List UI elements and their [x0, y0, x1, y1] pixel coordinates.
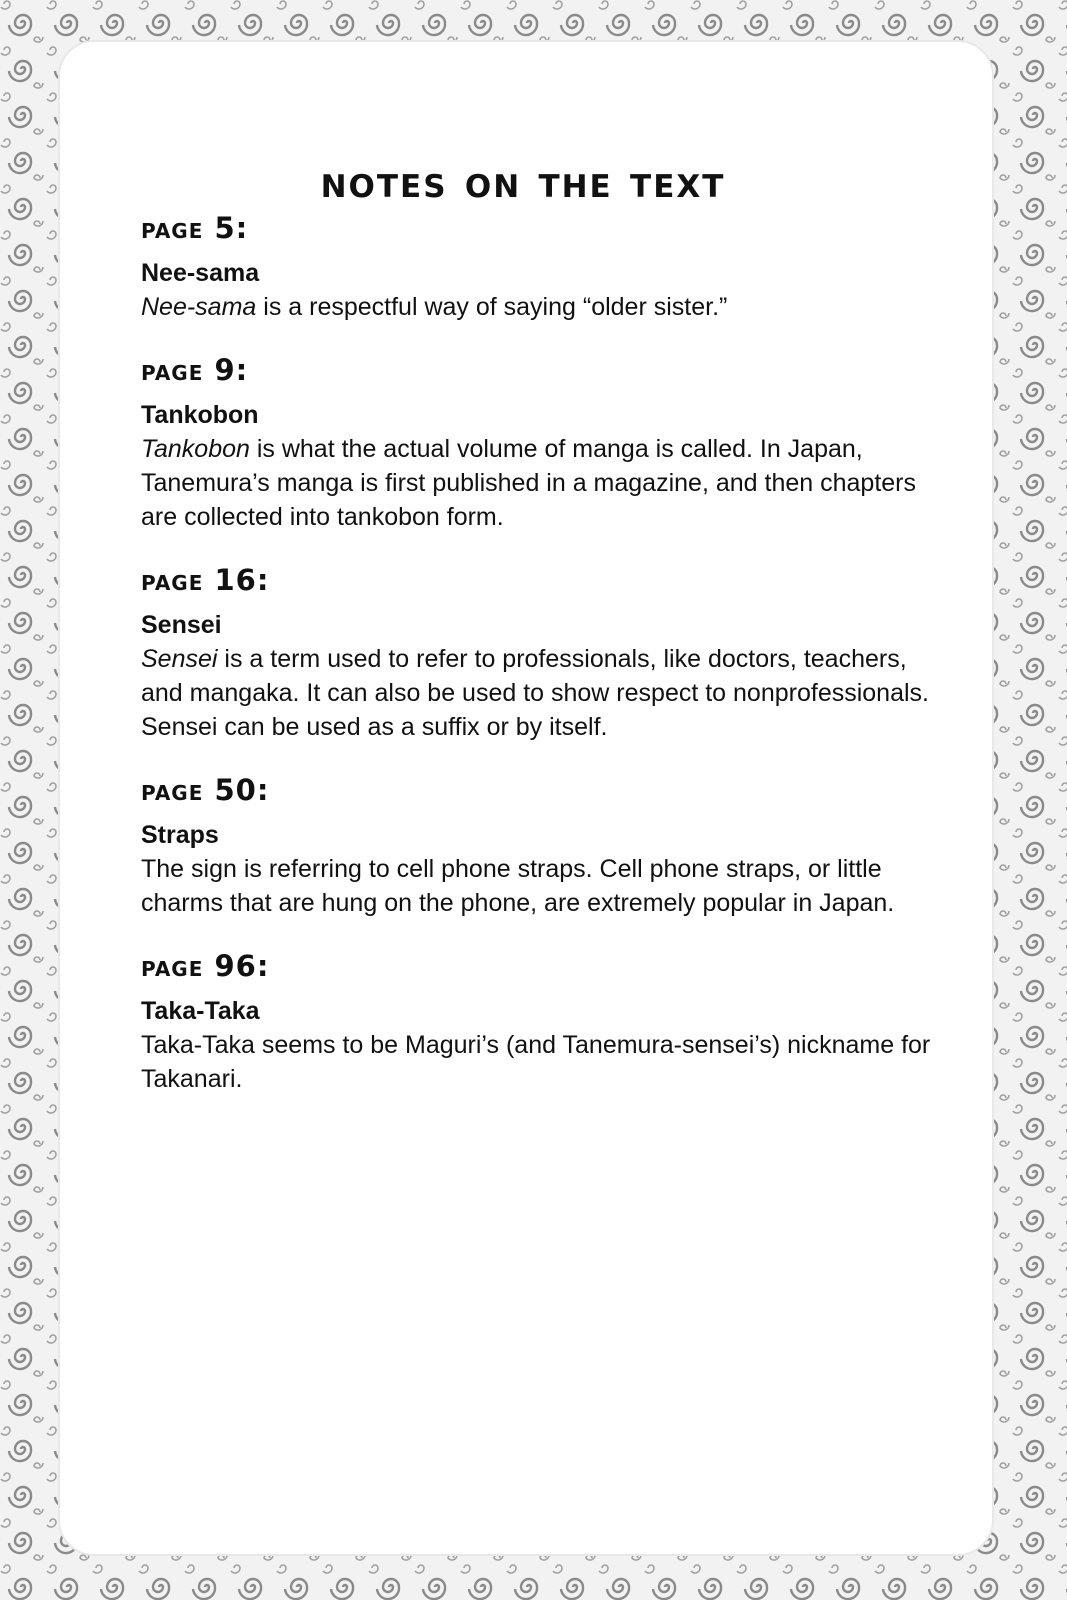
- note-description-text: Taka-Taka seems to be Maguri’s (and Tanemura-sensei’s) nickname for Takanari.: [141, 1031, 931, 1093]
- note-description-text: is a term used to refer to professionals, like doctors, teachers, and mangaka. It can also be used to show respect to nonprofessionals. Sensei can be used as a suffix or by itself.: [141, 645, 929, 741]
- note-term: Tankobon: [141, 401, 259, 429]
- note-description: [141, 852, 941, 920]
- note-term: Sensei: [141, 611, 222, 639]
- note-term: Straps: [141, 821, 219, 849]
- note-description-text: is what the actual volume of manga is called. In Japan, Tanemura’s manga is first published in a magazine, and then chapters are collected into tankobon form.: [141, 435, 916, 531]
- note-item: [141, 350, 941, 534]
- note-term: Taka-Taka: [141, 997, 260, 1025]
- note-item: [141, 208, 941, 324]
- note-page-heading: page 5:: [141, 211, 249, 245]
- note-description: [141, 1028, 941, 1096]
- note-description-text: is a respectful way of saying “older sister.”: [256, 293, 728, 321]
- note-description-italic: Nee-sama: [141, 293, 257, 321]
- note-page-heading: page 16:: [141, 563, 270, 597]
- note-item: [141, 560, 941, 744]
- note-description: [141, 290, 941, 324]
- note-item: [141, 770, 941, 920]
- note-description: [141, 432, 941, 534]
- note-page-heading: page 96:: [141, 949, 270, 983]
- note-description-text: The sign is referring to cell phone straps. Cell phone straps, or little charms that are hung on the phone, are extremely popular in Japan.: [141, 855, 895, 917]
- note-item: [141, 946, 941, 1096]
- note-term: Nee-sama: [141, 259, 260, 287]
- note-description: [141, 642, 941, 744]
- notes-list: [141, 208, 941, 1122]
- note-description-italic: Sensei: [141, 645, 218, 673]
- note-page-heading: page 50:: [141, 773, 270, 807]
- page-title: notes on the text: [320, 157, 726, 209]
- note-description-italic: Tankobon: [141, 435, 250, 463]
- note-page-heading: page 9:: [141, 353, 249, 387]
